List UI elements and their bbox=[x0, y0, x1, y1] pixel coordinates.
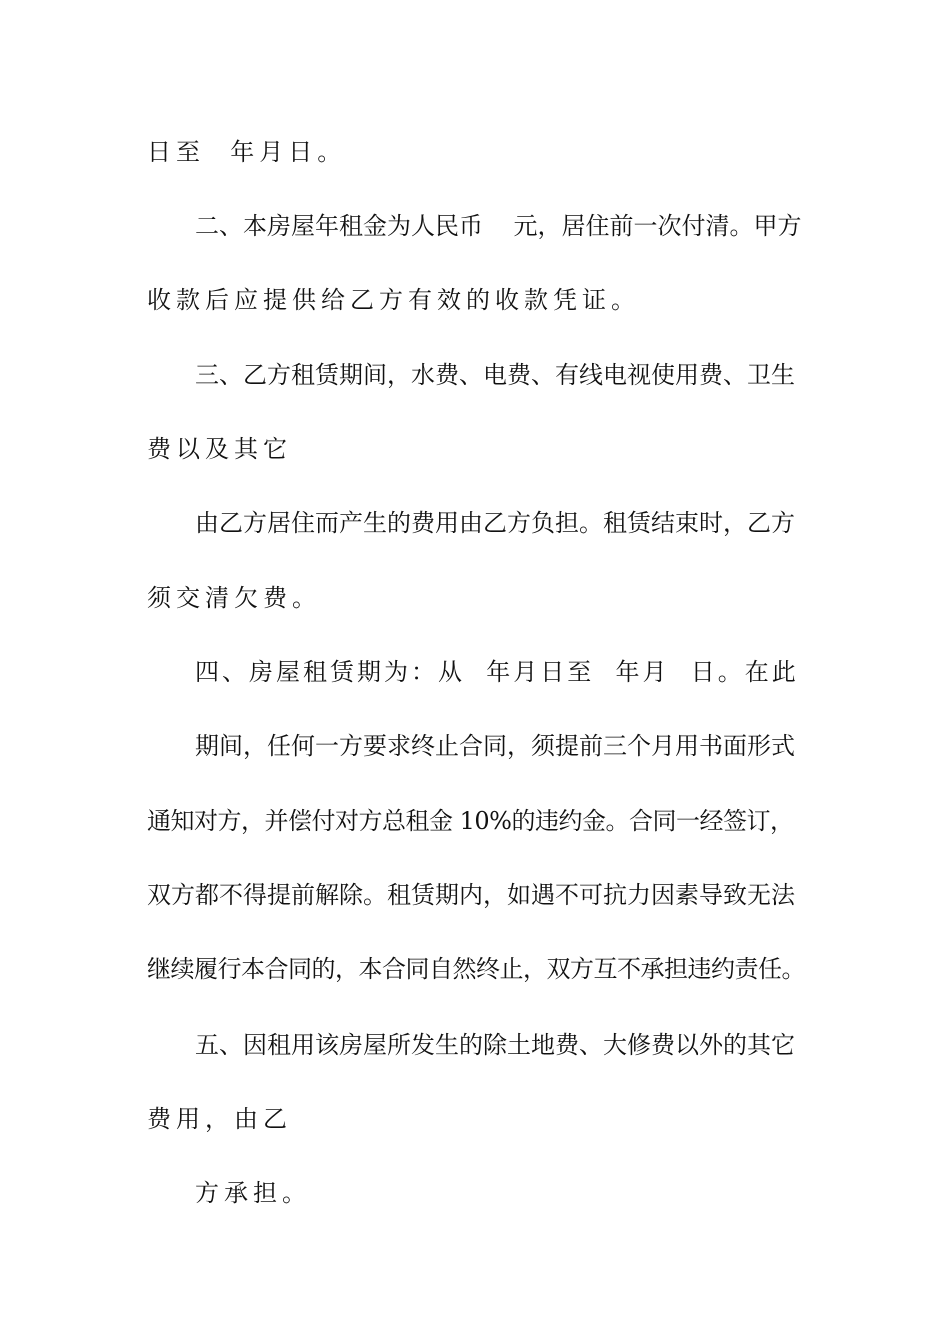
text-line: 收款后应提供给乙方有效的收款凭证。 bbox=[147, 286, 640, 314]
text-line: 五、因租用该房屋所发生的除土地费、大修费以外的其它 bbox=[195, 1031, 795, 1059]
text-line: 由乙方居住而产生的费用由乙方负担。租赁结束时，乙方 bbox=[195, 509, 795, 537]
text-line: 须交清欠费。 bbox=[147, 584, 321, 612]
text-line: 二、本房屋年租金为人民币 元，居住前一次付清。甲方 bbox=[195, 212, 802, 240]
text-line: 方承担。 bbox=[195, 1179, 311, 1207]
text-line: 期间，任何一方要求终止合同，须提前三个月用书面形式 bbox=[195, 732, 795, 760]
text-line: 费用，由乙 bbox=[147, 1105, 292, 1133]
text-line: 三、乙方租赁期间，水费、电费、有线电视使用费、卫生 bbox=[195, 361, 795, 389]
text-line: 四、房屋租赁期为：从 年月日至 年月 日。在此 bbox=[195, 658, 799, 686]
text-line: 继续履行本合同的，本合同自然终止，双方互不承担违约责任。 bbox=[147, 955, 805, 983]
text-line: 日至 年月日。 bbox=[147, 138, 347, 166]
text-line: 双方都不得提前解除。租赁期内，如遇不可抗力因素导致无法 bbox=[147, 881, 795, 909]
text-line: 费以及其它 bbox=[147, 435, 292, 463]
text-line: 通知对方，并偿付对方总租金 10%的违约金。合同一经签订， bbox=[147, 807, 794, 835]
